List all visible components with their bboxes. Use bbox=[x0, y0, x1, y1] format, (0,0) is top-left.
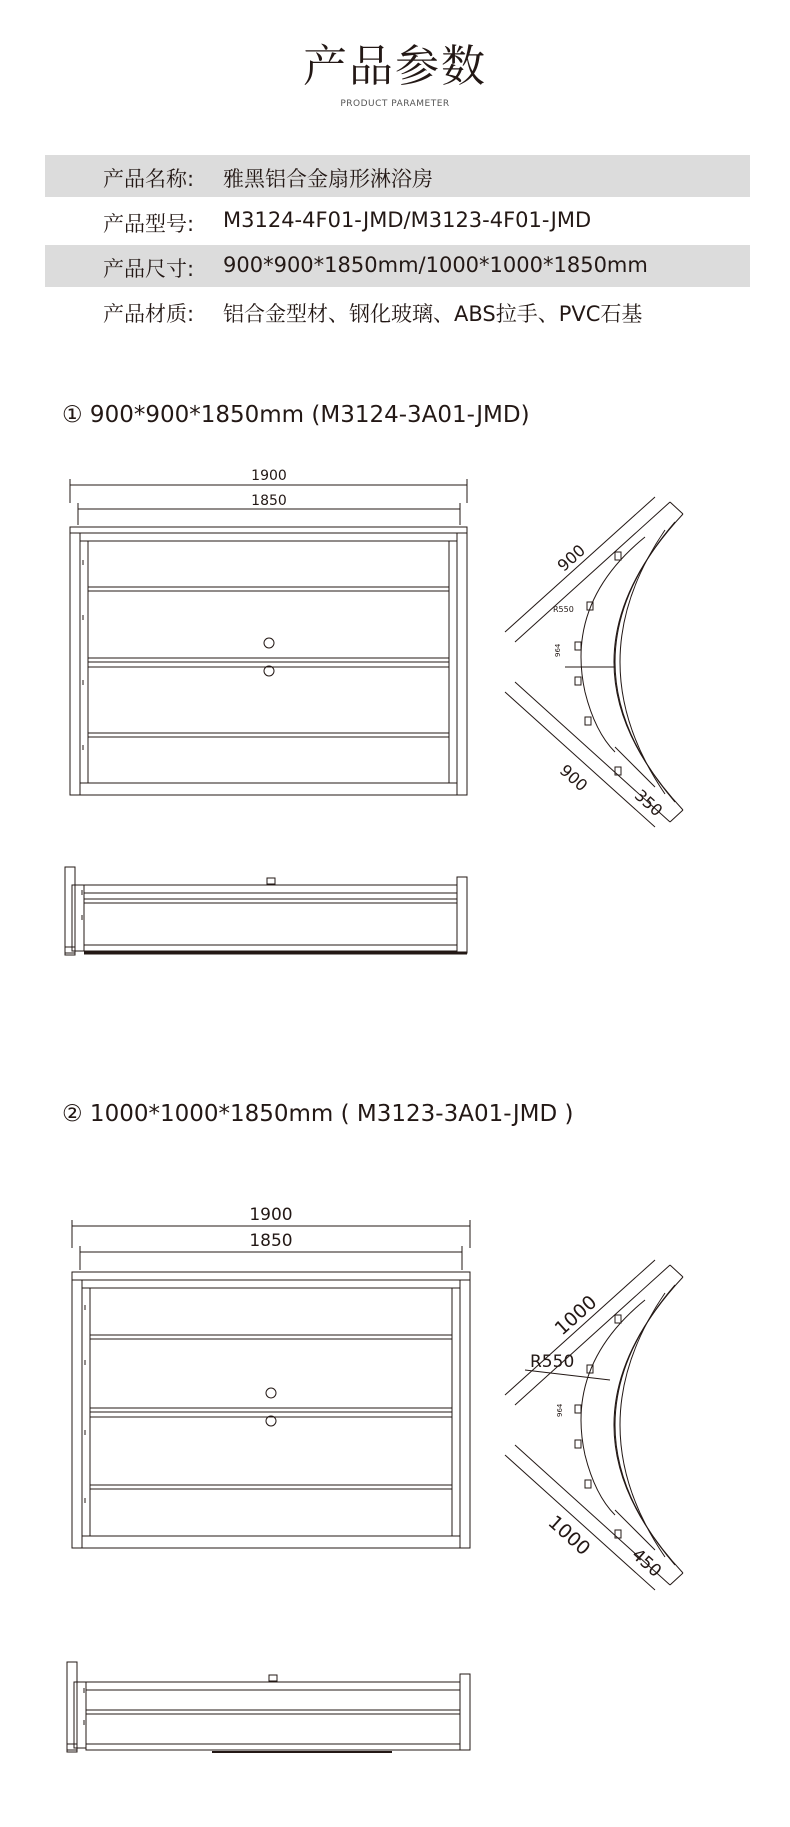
dim-radius: R550 bbox=[530, 1352, 575, 1372]
dim-radius: R550 bbox=[553, 605, 574, 614]
spec-value: M3124-4F01-JMD/M3123-4F01-JMD bbox=[223, 208, 592, 232]
page-title: 产品参数 bbox=[303, 41, 487, 92]
model-2-heading: ② 1000*1000*1850mm ( M3123-3A01-JMD ) bbox=[62, 1101, 574, 1127]
spec-label: 产品名称: bbox=[103, 167, 195, 191]
spec-label: 产品尺寸: bbox=[103, 257, 195, 281]
model-1-side-view bbox=[62, 865, 482, 965]
spec-value: 雅黑铝合金扇形淋浴房 bbox=[223, 167, 433, 191]
model-2-side-view bbox=[62, 1660, 482, 1760]
page-subtitle: PRODUCT PARAMETER bbox=[340, 99, 450, 109]
model-2-front-view bbox=[62, 1200, 482, 1555]
model-1-plan-view bbox=[505, 492, 715, 832]
spec-label: 产品材质: bbox=[103, 302, 195, 326]
dim-overall-width: 1900 bbox=[251, 468, 287, 484]
dim-overall-width: 1900 bbox=[249, 1205, 293, 1225]
dim-inner-width: 1850 bbox=[251, 493, 287, 509]
spec-row-size bbox=[45, 245, 750, 287]
dim-door-width: 450 bbox=[627, 1544, 666, 1582]
spec-row-name bbox=[45, 155, 750, 197]
dim-side-b: 1000 bbox=[543, 1511, 595, 1560]
handle-top-view bbox=[269, 1675, 277, 1681]
spec-value: 900*900*1850mm/1000*1000*1850mm bbox=[223, 253, 648, 277]
spec-label: 产品型号: bbox=[103, 212, 195, 236]
dim-side-a: 1000 bbox=[550, 1291, 602, 1340]
handle-top bbox=[266, 1388, 276, 1398]
dim-side-a: 900 bbox=[553, 540, 590, 576]
spec-row-material bbox=[45, 290, 750, 332]
handle-top-view bbox=[267, 878, 275, 884]
spec-value: 铝合金型材、钢化玻璃、ABS拉手、PVC石基 bbox=[223, 302, 643, 326]
handle-top bbox=[264, 638, 274, 648]
dim-gap: 964 bbox=[556, 1403, 564, 1417]
dim-inner-width: 1850 bbox=[249, 1231, 293, 1251]
dim-door-width: 350 bbox=[630, 785, 667, 821]
dim-side-b: 900 bbox=[555, 760, 592, 796]
dim-gap: 964 bbox=[554, 643, 562, 657]
model-1-heading: ① 900*900*1850mm (M3124-3A01-JMD) bbox=[62, 402, 530, 428]
spec-row-model bbox=[45, 200, 750, 242]
model-1-front-view bbox=[62, 465, 482, 800]
model-2-plan-view bbox=[505, 1255, 715, 1595]
